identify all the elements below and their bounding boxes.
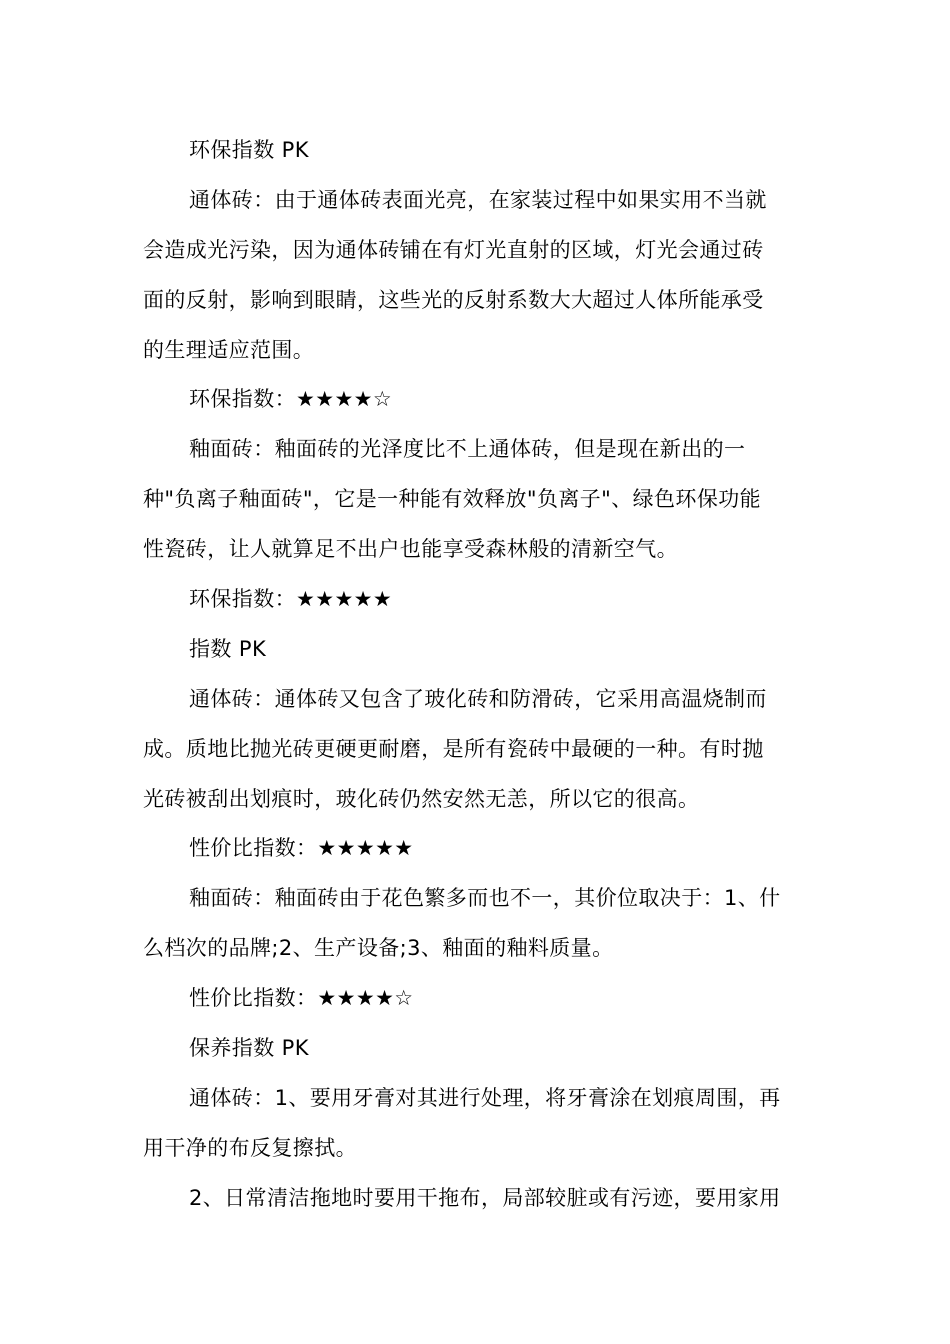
paragraph-line: 性瓷砖，让人就算足不出户也能享受森林般的清新空气。 [143, 537, 678, 561]
rating-line: 环保指数：★★★★☆ [189, 387, 393, 411]
paragraph-line: 光砖被刮出划痕时，玻化砖仍然安然无恙，所以它的很高。 [143, 787, 700, 811]
paragraph-line: 通体砖：由于通体砖表面光亮，在家装过程中如果实用不当就 [189, 188, 767, 212]
section-heading-eco: 环保指数 PK [189, 138, 309, 162]
rating-line: 性价比指数：★★★★★ [189, 836, 414, 860]
rating-line: 环保指数：★★★★★ [189, 587, 393, 611]
paragraph-line: 的生理适应范围。 [143, 338, 315, 362]
section-heading-index: 指数 PK [189, 637, 267, 661]
paragraph-line: 通体砖：1、要用牙膏对其进行处理，将牙膏涂在划痕周围，再 [189, 1086, 781, 1110]
section-heading-care: 保养指数 PK [189, 1036, 309, 1060]
paragraph-line: 2、日常清洁拖地时要用干拖布，局部较脏或有污迹，要用家用 [189, 1186, 781, 1210]
paragraph-line: 釉面砖：釉面砖的光泽度比不上通体砖，但是现在新出的一 [189, 437, 746, 461]
paragraph-line: 会造成光污染，因为通体砖铺在有灯光直射的区域，灯光会通过砖 [143, 238, 764, 262]
paragraph-line: 用干净的布反复擦拭。 [143, 1136, 357, 1160]
paragraph-line: 面的反射，影响到眼睛，这些光的反射系数大大超过人体所能承受 [143, 288, 764, 312]
paragraph-line: 通体砖：通体砖又包含了玻化砖和防滑砖，它采用高温烧制而 [189, 687, 767, 711]
paragraph-line: 种"负离子釉面砖"，它是一种能有效释放"负离子"、绿色环保功能 [143, 487, 762, 511]
paragraph-line: 么档次的品牌;2、生产设备;3、釉面的釉料质量。 [143, 936, 614, 960]
rating-line: 性价比指数：★★★★☆ [189, 986, 414, 1010]
paragraph-line: 釉面砖：釉面砖由于花色繁多而也不一，其价位取决于：1、什 [189, 886, 781, 910]
paragraph-line: 成。质地比抛光砖更硬更耐磨，是所有瓷砖中最硬的一种。有时抛 [143, 737, 764, 761]
